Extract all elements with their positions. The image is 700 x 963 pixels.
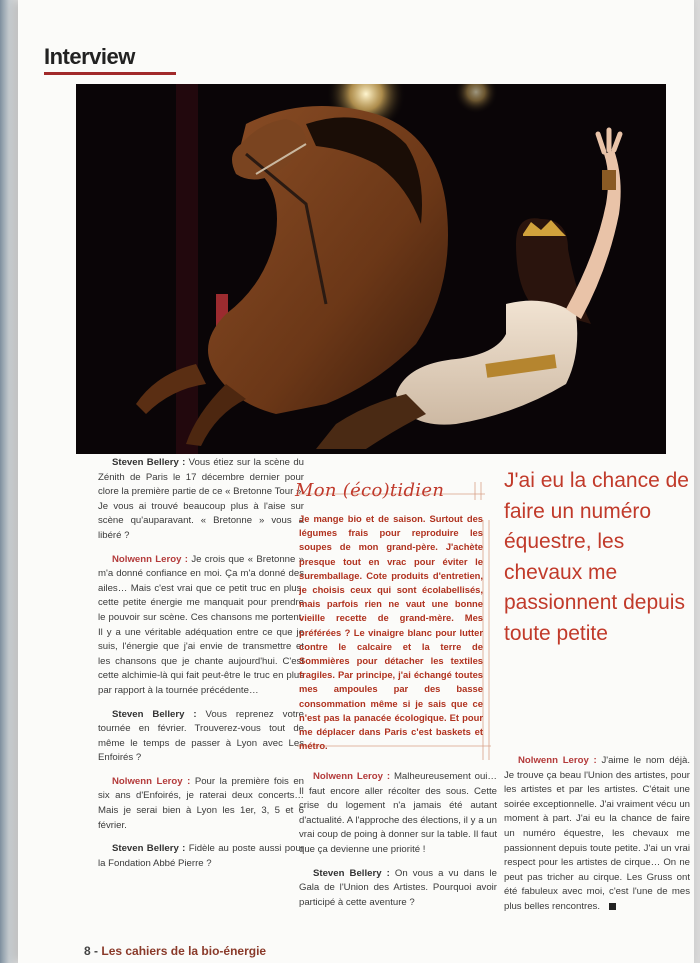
speaker-name: Steven Bellery :	[112, 457, 186, 468]
speaker-name: Steven Bellery :	[313, 867, 390, 879]
speaker-name: Steven Bellery :	[112, 843, 186, 855]
speaker-name: Steven Bellery :	[112, 708, 197, 720]
publication-name: Les cahiers de la bio-énergie	[101, 944, 267, 958]
interview-question-4	[299, 867, 497, 911]
answer-text: Pour la première fois en six ans d'Enfoirés, je raterai deux concerts… Mais je serai bien à Lyon les 1er, 3, 5 et 6 février.	[98, 775, 305, 831]
interview-column-1	[98, 456, 304, 880]
interview-answer-4	[504, 754, 690, 915]
interview-question-2	[98, 708, 304, 766]
photo-horse-rider	[76, 84, 666, 454]
photo-illustration	[76, 84, 666, 454]
speaker-name: Nolwenn Leroy :	[112, 553, 188, 565]
adjacent-page-edge	[0, 0, 18, 963]
interview-answer-2	[98, 775, 304, 833]
answer-text: Je crois que « Bretonne » m'a donné confiance en moi. Ça m'a donné des ailes… Mais c'est vrai que ce petit truc en plus, cette petite énergie me manquait pour prendre le pouvoir sur scène. Ces chansons me portent. Il y a une véritable adéquation entre ce que je suis, l'énergie que j'ai envie de transmettre et les chansons que je chante aujourd'hui. C'est cette alchimie-là qui fait peut-être le truc en plus par rapport à la tournée précédente…	[98, 553, 304, 696]
pull-quote: J'ai eu la chance de faire un numéro équestre, les chevaux me passionnent depuis toute petite	[504, 469, 689, 645]
page-number: 8 -	[84, 944, 99, 958]
sidebar-text: Je mange bio et de saison. Surtout des légumes frais pour reproduire les soupes de mon grand-père. J'achète presque tout en vrac pour éviter le suremballage. Cote produits d'entretien, je choisis ceux qui sont écolabellisés, mais parfois rien ne vaut une bonne vieille recette de grand-mère. Mes préférées ? Le vinaigre blanc pour lutter contre le calcaire et la terre de Sommières pour détacher les textiles fragiles. Par principe, j'ai échangé toutes mes ampoules par des basse consommation même si je sais que ce n'est pas la panacée écologique. Et pour me déplacer dans Paris c'est baskets et métro.	[299, 513, 483, 752]
speaker-name: Nolwenn Leroy :	[313, 771, 391, 782]
section-title: Interview	[44, 44, 135, 69]
interview-answer-3	[299, 770, 497, 858]
speaker-name: Nolwenn Leroy :	[112, 775, 191, 787]
question-text: Vous étiez sur la scène du Zénith de Paris le 17 décembre dernier pour clore la première partie de ce « Bretonne Tour ». Je vous ai trouvé beaucoup plus à l'aise sur scène qu'auparavant. « Bretonne » vous a libéré ?	[98, 457, 304, 541]
section-title-underline	[44, 72, 176, 75]
interview-column-2	[299, 770, 497, 919]
answer-text: Malheureusement oui… Il faut encore aller récolter des sous. Cette crise du logement n'a jamais été autant d'actualité. A l'approche des élections, il y a un vrai coup de poing à donner sur la table. Il faut que ça devienne une priorité !	[299, 771, 498, 855]
question-text: Vous reprenez votre tournée en février. Trouverez-vous tout de même le temps de passer à Lyon avec Les Enfoirés ?	[98, 708, 304, 764]
question-text: On vous a vu dans le Gala de l'Union des Artistes. Pourquoi avoir participé à cette aventure ?	[299, 867, 497, 908]
interview-column-3	[504, 754, 690, 924]
interview-question-3	[98, 842, 304, 871]
eco-sidebar-box	[295, 480, 493, 760]
question-text: Fidèle au poste aussi pour la Fondation Abbé Pierre ?	[98, 843, 304, 869]
magazine-page	[18, 0, 694, 963]
sidebar-title: Mon (éco)tidien	[295, 480, 445, 501]
speaker-name: Nolwenn Leroy :	[518, 755, 597, 766]
answer-text: J'aime le nom déjà. Je trouve ça beau l'Union des artistes, pour les artistes et par les artistes. C'était une soirée exceptionnelle. J'ai vraiment vécu un moment à part. J'ai eu la chance de faire un numéro équestre, les chevaux me passionnent depuis toute petite. J'ai un vrai respect pour les artistes de cirque… On ne peut pas tricher au cirque. Les Gruss ont été fabuleux avec moi, c'est l'une de mes plus belles rencontres.	[504, 755, 691, 912]
end-of-article-mark	[609, 903, 616, 910]
interview-answer-1	[98, 553, 304, 699]
interview-question-1	[98, 456, 304, 544]
page-footer	[84, 944, 266, 958]
